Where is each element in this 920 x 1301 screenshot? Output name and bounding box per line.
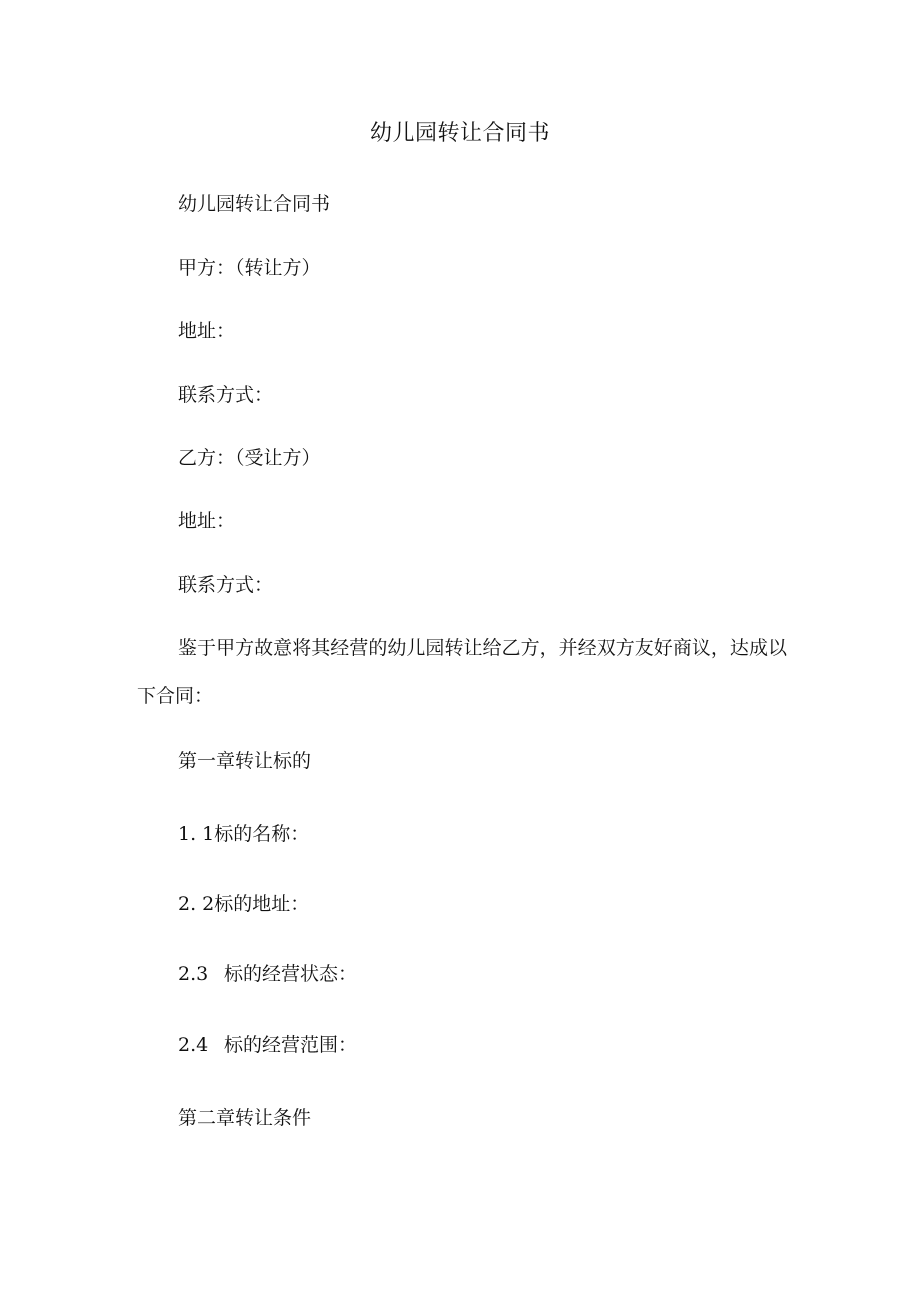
- clause-2-4: [178, 1031, 357, 1059]
- party-a-address-label: 地址：: [178, 320, 236, 342]
- clause-2-4-text: 标的经营范围：: [224, 1034, 358, 1056]
- party-b-contact-label: 联系方式：: [178, 574, 274, 596]
- clause-2-2: 2. 2标的地址：: [178, 893, 310, 915]
- document-subtitle: 幼儿园转让合同书: [178, 193, 331, 215]
- party-a-contact-label: 联系方式：: [178, 384, 274, 406]
- clause-2-3-number: 2.3: [178, 963, 209, 985]
- clause-1-1: 1. 1标的名称：: [178, 823, 310, 845]
- party-a-label: 甲方：（转让方）: [178, 257, 321, 279]
- party-b-address-label: 地址：: [178, 510, 236, 532]
- chapter-1-heading: 第一章转让标的: [178, 750, 312, 772]
- clause-2-3-text: 标的经营状态：: [224, 963, 358, 985]
- document-title: 幼儿园转让合同书: [369, 121, 550, 146]
- party-b-label: 乙方：（受让方）: [178, 447, 321, 469]
- clause-2-4-number: 2.4: [178, 1034, 209, 1056]
- chapter-2-heading: 第二章转让条件: [178, 1107, 312, 1129]
- clause-2-3: [178, 960, 357, 988]
- preamble-paragraph: 鉴于甲方故意将其经营的幼儿园转让给乙方，并经双方友好商议，达成以下合同：: [137, 637, 787, 707]
